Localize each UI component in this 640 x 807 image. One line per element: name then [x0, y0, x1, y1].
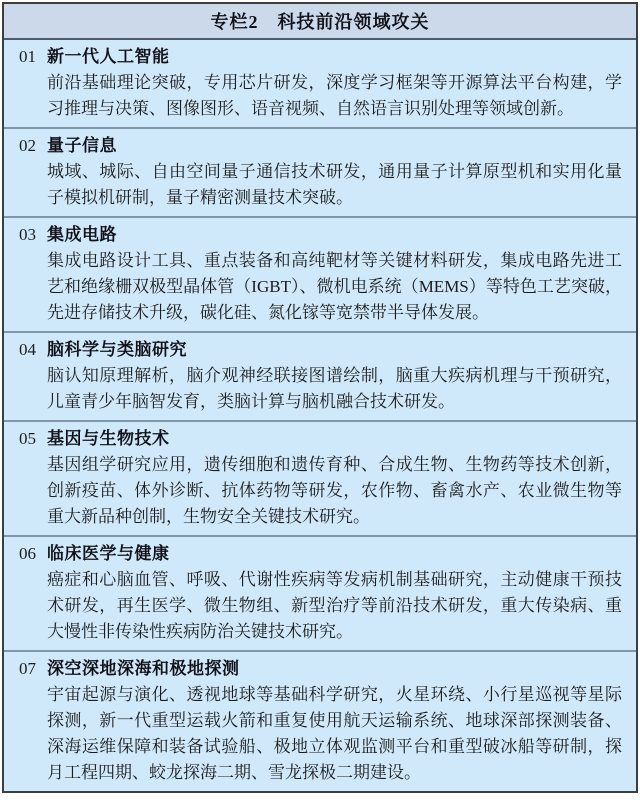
row-number: 07	[19, 659, 36, 678]
row-title: 量子信息	[47, 136, 117, 155]
panel-header	[4, 4, 636, 40]
row-number: 01	[19, 47, 36, 66]
row-number: 03	[19, 225, 36, 244]
row-head	[19, 656, 622, 682]
row-body: 集成电路设计工具、重点装备和高纯靶材等关键材料研发，集成电路先进工艺和绝缘栅双极型晶体管（IGBT）、微机电系统（MEMS）等特色工艺突破，先进存储技术升级，碳化硅、氮化镓等宽禁带半导体发展。	[47, 251, 622, 322]
row-title: 集成电路	[47, 225, 117, 244]
row-body: 基因组学研究应用，遗传细胞和遗传育种、合成生物、生物药等技术创新，创新疫苗、体外诊断、抗体药物等研发，农作物、畜禽水产、农业微生物等重大新品种创制，生物安全关键技术研究。	[47, 455, 622, 526]
panel-title: 专栏2 科技前沿领域攻关	[210, 12, 430, 32]
row-head	[19, 426, 622, 452]
table-row-04	[4, 331, 636, 420]
row-title: 临床医学与健康	[47, 544, 170, 563]
table-row-05	[4, 420, 636, 535]
row-body: 城域、城际、自由空间量子通信技术研发，通用量子计算原型机和实用化量子模拟机研制，量子精密测量技术突破。	[47, 162, 622, 207]
row-body: 宇宙起源与演化、透视地球等基础科学研究，火星环绕、小行星巡视等星际探测，新一代重型运载火箭和重复使用航天运输系统、地球深部探测装备、深海运维保障和装备试验船、极地立体观监测平台和重型破冰船等研制，探月工程四期、蛟龙探海二期、雪龙探极二期建设。	[47, 685, 622, 782]
row-head	[19, 337, 622, 363]
row-title: 深空深地深海和极地探测	[47, 659, 240, 678]
table-row-02	[4, 127, 636, 216]
row-body: 癌症和心脑血管、呼吸、代谢性疾病等发病机制基础研究，主动健康干预技术研发，再生医学、微生物组、新型治疗等前沿技术研发，重大传染病、重大慢性非传染性疾病防治关键技术研究。	[47, 570, 622, 641]
row-title: 基因与生物技术	[47, 429, 170, 448]
row-number: 05	[19, 429, 36, 448]
table-row-06	[4, 535, 636, 650]
row-number: 06	[19, 544, 36, 563]
row-title: 新一代人工智能	[47, 47, 170, 66]
row-title: 脑科学与类脑研究	[47, 340, 187, 359]
feature-panel	[2, 2, 638, 793]
row-body: 前沿基础理论突破，专用芯片研发，深度学习框架等开源算法平台构建，学习推理与决策、图像图形、语音视频、自然语言识别处理等领域创新。	[47, 73, 622, 118]
table-row-03	[4, 216, 636, 331]
row-head	[19, 541, 622, 567]
table-row-01	[4, 40, 636, 127]
row-head	[19, 222, 622, 248]
row-number: 02	[19, 136, 36, 155]
row-body: 脑认知原理解析，脑介观神经联接图谱绘制，脑重大疾病机理与干预研究，儿童青少年脑智发育，类脑计算与脑机融合技术研发。	[47, 366, 622, 411]
row-head	[19, 44, 622, 70]
row-number: 04	[19, 340, 36, 359]
row-head	[19, 133, 622, 159]
table-row-07	[4, 650, 636, 791]
